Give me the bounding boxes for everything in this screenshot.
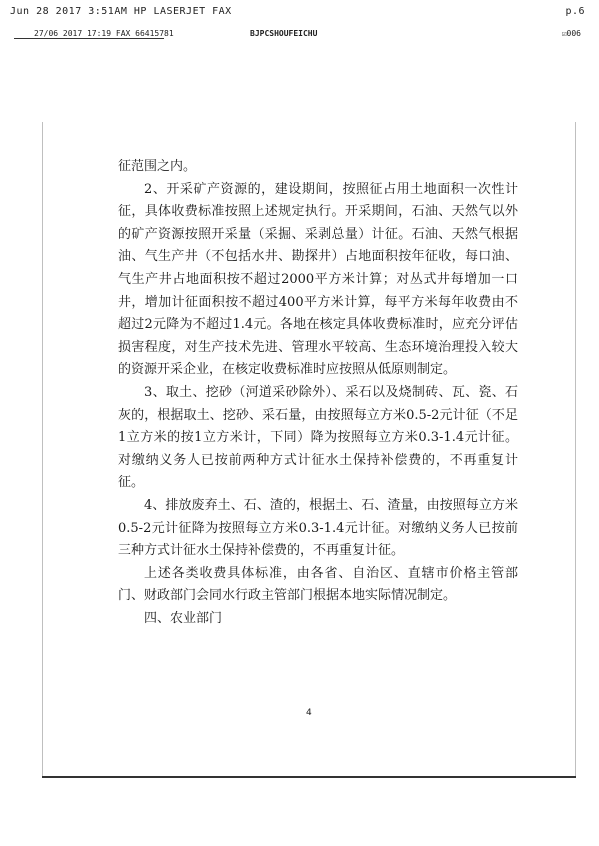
fax-sender-id: BJPCSHOUFEICHU	[250, 29, 318, 38]
fax-sender-line: 27/06 2017 17:19 FAX 66415781	[34, 29, 174, 38]
fax-page-indicator: p.6	[565, 6, 585, 17]
fax-timestamp: Jun 28 2017 3:51AM HP LASERJET FAX	[10, 6, 232, 17]
page-frame-bottom-edge	[42, 776, 576, 778]
paragraph-continuation: 征范围之内。	[118, 159, 197, 174]
page-number: 4	[306, 708, 312, 718]
paragraph-item-4: 4、排放废弃土、石、渣的，根据土、石、渣量，由按照每立方米0.5-2元计征降为按照每立方米0.3-1.4元计征。对缴纳义务人已按前三种方式计征水土保持补偿费的，不再重复计征。	[118, 497, 518, 559]
document-body	[118, 156, 518, 630]
fax-header	[10, 6, 585, 20]
paragraph-item-2: 2、开采矿产资源的，建设期间，按照征占用土地面积一次性计征，具体收费标准按照上述规定执行。开采期间，石油、天然气以外的矿产资源按照开采量（采掘、采剥总量）计征。石油、天然气根据油、气生产井（不包括水井、勘探井）占地面积按年征收，每口油、气生产井占地面积按不超过2000平方米计算；对丛式井每增加一口井，增加计征面积按不超过400平方米计算，每平方米每年收费由不超过2元降为不超过1.4元。各地在核定具体收费标准时，应充分评估损害程度，对生产技术先进、管理水平较高、生态环境治理投入较大的资源开采企业，在核定收费标准时应按照从低原则制定。	[118, 181, 518, 378]
fax-underline	[14, 38, 164, 39]
fax-sequence: ☑006	[561, 29, 581, 38]
paragraph-summary: 上述各类收费具体标准，由各省、自治区、直辖市价格主管部门、财政部门会同水行政主管部门根据本地实际情况制定。	[118, 565, 518, 604]
paragraph-item-3: 3、取土、挖砂（河道采砂除外）、采石以及烧制砖、瓦、瓷、石灰的，根据取土、挖砂、采石量，由按照每立方米0.5-2元计征（不足1立方米的按1立方米计，下同）降为按照每立方米0.3-1.4元计征。对缴纳义务人已按前两种方式计征水土保持补偿费的，不再重复计征。	[118, 384, 518, 491]
section-heading: 四、农业部门	[144, 610, 223, 626]
